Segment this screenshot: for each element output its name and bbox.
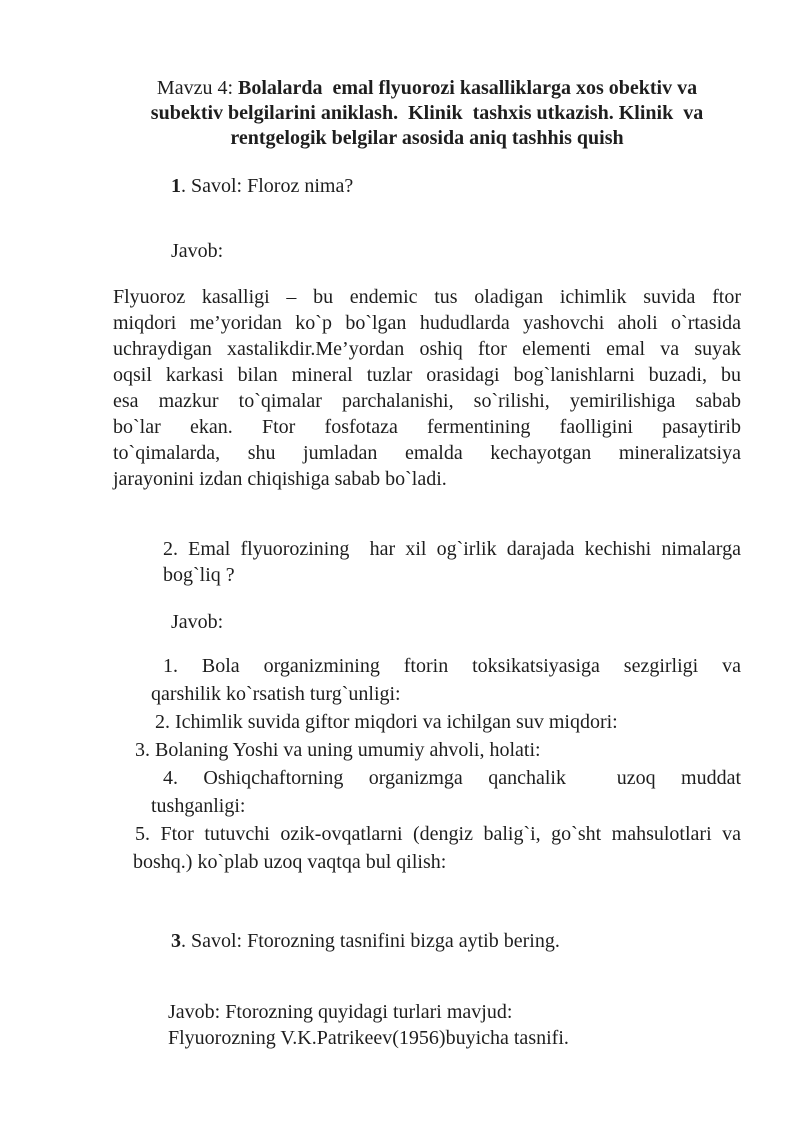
list-item-1: 1. Bola organizmining ftorin toksikatsiyasiga sezgirligi va qarshilik ko`rsatish turg`unligi: — [151, 655, 741, 705]
list-item-3: 3. Bolaning Yoshi va uning umumiy ahvoli, holati: — [135, 739, 541, 761]
title-prefix: Mavzu 4: — [156, 77, 238, 99]
question-1-text: . Savol: Floroz nima? — [181, 175, 354, 197]
answer-3-paragraph: Javob: Ftorozning quyidagi turlari mavjud: Flyuorozning V.K.Patrikeev(1956)buyicha tasnifi. — [168, 1001, 569, 1049]
question-3 — [113, 928, 741, 954]
question-2: 2. Emal flyuorozining har xil og`irlik darajada kechishi nimalarga bog`liq ? — [163, 538, 741, 586]
list-item-4: 4. Oshiqchaftorning organizmga qanchalik uzoq muddat tushganligi: — [151, 767, 741, 817]
answer-2-list — [113, 652, 741, 876]
title-line-2: subektiv belgilarini aniklash. Klinik tashxis utkazish. Klinik va — [150, 102, 704, 124]
question-1 — [113, 173, 741, 199]
document-title — [113, 76, 741, 151]
answer-label-2: Javob: — [171, 611, 224, 633]
list-item-5: 5. Ftor tutuvchi ozik-ovqatlarni (dengiz balig`i, go`sht mahsulotlari va boshq.) ko`plab uzoq vaqtqa bul qilish: — [133, 823, 741, 873]
title-line-3: rentgelogik belgilar asosida aniq tashhis quish — [230, 127, 624, 149]
question-3-text: . Savol: Ftorozning tasnifini bizga aytib bering. — [181, 930, 560, 952]
answer-1-paragraph: Flyuoroz kasalligi – bu endemic tus oladigan ichimlik suvida ftor miqdori me’yoridan ko`p bo`lgan hududlarda yashovchi aholi o`rtasida uchraydigan xastalikdir.Me’yordan oshiq ftor elementi emal va suyak oqsil karkasi bilan mineral tuzlar orasidagi bog`lanishlarni buzadi, bu esa mazkur to`qimalar parchalanishi, so`rilishi, yemirilishiga sabab bo`lar ekan. Ftor fosfotaza fermentining faolligini pasaytirib to`qimalarda, shu jumladan emalda kechayotgan mineralizatsiya jarayonini izdan chiqishiga sabab bo`ladi. — [113, 286, 741, 490]
title-line-1-text: Bolalarda emal flyuorozi kasalliklarga xos obektiv va — [238, 77, 698, 99]
question-1-number: 1 — [171, 175, 181, 197]
title-line-1 — [113, 76, 741, 101]
answer-label-1: Javob: — [171, 240, 224, 262]
list-item-2: 2. Ichimlik suvida giftor miqdori va ichilgan suv miqdori: — [155, 711, 618, 733]
question-3-number: 3 — [171, 930, 181, 952]
